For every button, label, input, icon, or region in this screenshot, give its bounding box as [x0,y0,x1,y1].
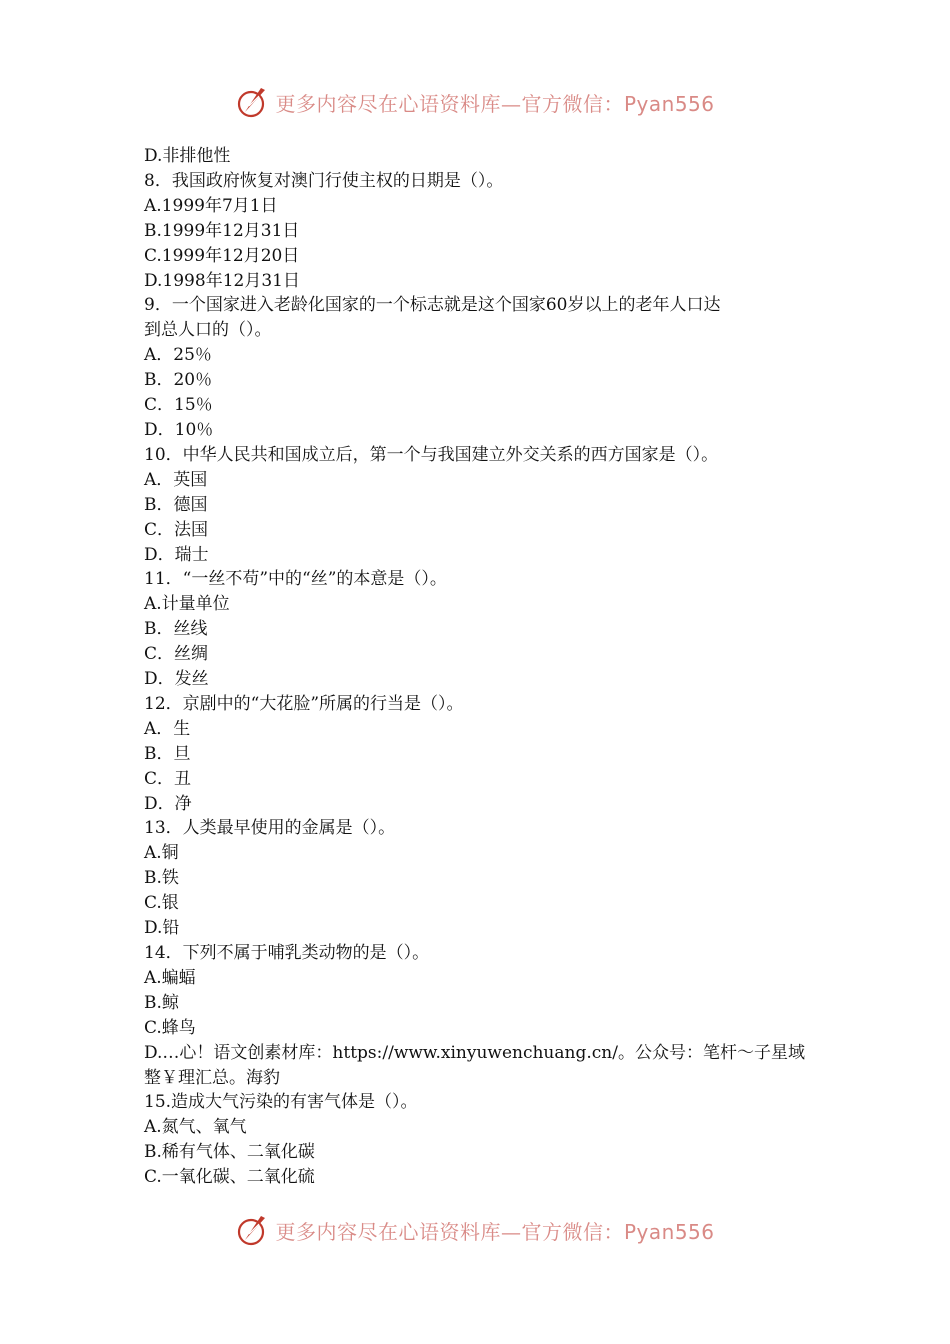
option-text: A．英国 [144,469,208,490]
option-text: A.计量单位 [144,594,230,615]
option-text: D.…心！语文创素材库：https://www.xinyuwenchuang.cn/。公众号：笔杆～子星域 [144,1042,805,1063]
quill-logo-icon [235,1212,271,1248]
header-banner [0,82,950,122]
option-text: D.铅 [144,918,180,939]
option-text: C.蜂鸟 [144,1017,196,1038]
option-text: C．丝绸 [144,644,209,665]
option-text: A．25％ [144,345,212,366]
footer-banner [0,1210,950,1250]
document-body [144,144,814,1190]
wechat-id: Pyan556 [623,91,715,116]
option-text: D．发丝 [144,669,209,690]
option-text: D．净 [144,793,192,814]
option-text: B．旦 [144,743,191,764]
question-text: 8．我国政府恢复对澳门行使主权的日期是（）。 [144,170,504,191]
option-text: D．10％ [144,419,214,440]
question-text: 12．京剧中的“大花脸”所属的行当是（）。 [144,693,464,714]
question-text: 15.造成大气污染的有害气体是（）。 [144,1092,418,1113]
option-text: B．德国 [144,494,208,515]
question-text: 13．人类最早使用的金属是（）。 [144,818,396,839]
option-text: D．瑞士 [144,544,209,565]
option-text: A.氮气、氧气 [144,1117,247,1138]
option-text: A.1999年7月1日 [144,195,278,216]
option-text: A.蝙蝠 [144,967,196,988]
option-text: C.一氧化碳、二氧化硫 [144,1167,315,1188]
question-text: 10．中华人民共和国成立后，第一个与我国建立外交关系的西方国家是（）。 [144,444,719,465]
banner-text: 更多内容尽在心语资料库—官方微信：Pyan556 [275,91,715,116]
option-text: C.银 [144,893,179,914]
option-text: C．法国 [144,519,209,540]
option-text: A.铜 [144,843,179,864]
option-text: B.稀有气体、二氧化碳 [144,1142,315,1163]
question-text: 到总人口的（）。 [144,320,272,341]
option-text: B.1999年12月31日 [144,220,300,241]
option-text: D.1998年12月31日 [144,270,300,291]
banner-text: 更多内容尽在心语资料库—官方微信：Pyan556 [275,1219,715,1244]
option-text: B．20％ [144,370,213,391]
text-line: D.非排他性 [144,146,231,166]
quill-logo-icon [235,84,271,120]
option-text: A．生 [144,718,191,739]
option-text: B.鲸 [144,992,179,1013]
wechat-id: Pyan556 [623,1219,715,1244]
option-text: B．丝线 [144,619,208,640]
question-text: 9．一个国家进入老龄化国家的一个标志就是这个国家60岁以上的老年人口达 [144,295,721,316]
option-text: C．15％ [144,395,213,416]
question-text: 14．下列不属于哺乳类动物的是（）。 [144,943,430,963]
option-text: B.铁 [144,868,179,889]
text-line: 整￥理汇总。海豹 [144,1067,280,1088]
option-text: C.1999年12月20日 [144,245,300,266]
option-text: C．丑 [144,768,192,789]
question-text: 11．“一丝不苟”中的“丝”的本意是（）。 [144,569,447,590]
